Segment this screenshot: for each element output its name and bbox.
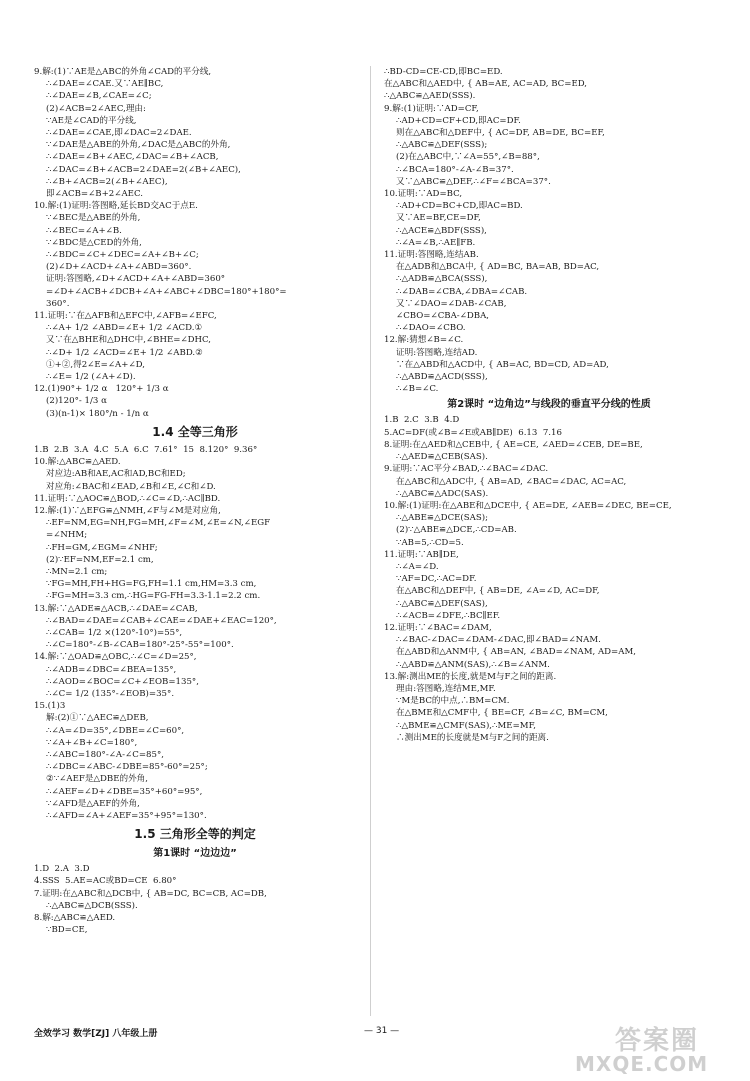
answer-line: ∴测出ME的长度就是M与F之间的距离.	[396, 732, 549, 743]
answer-line: ∴△AED≌△CEB(SAS).	[396, 452, 488, 463]
answer-line: ∴△BME≌△CMF(SAS),∴ME=MF,	[396, 720, 536, 731]
answer-line: 9.解:(1)∵AE是△ABC的外角∠CAD的平分线,	[34, 67, 212, 77]
answer-line: ∴△ABC≌△AED(SSS).	[384, 91, 476, 102]
watermark-logo	[575, 1018, 735, 1076]
answer-line: ∵∠A+∠B+∠C=180°,	[46, 737, 138, 748]
lesson-heading: 第2课时 “边角边”与线段的垂直平分线的性质	[447, 399, 651, 411]
section-heading: 1.5 三角形全等的判定	[134, 827, 256, 842]
book-title: 全效学习 数学[ZJ] 八年级上册	[34, 1029, 158, 1039]
answer-line: ∴FH=GM,∠EGM=∠NHF;	[46, 542, 158, 553]
answer-line: ∴∠DBC=∠ABC-∠DBE=85°-60°=25°;	[46, 762, 208, 773]
answer-line: ∴∠A=∠D=35°,∠DBE=∠C=60°,	[46, 725, 185, 736]
answer-line: ∴∠AOD=∠BOC=∠C+∠EOB=135°,	[46, 676, 199, 687]
answer-line: ∴△ABC≌△DEF(SSS);	[396, 140, 488, 151]
answer-line: 证明:答图略,连结AD.	[396, 347, 478, 358]
answer-line: ∴∠A=∠D.	[396, 561, 439, 572]
answer-line: (2)120°- 1/3 α	[46, 396, 107, 407]
watermark-title: 答案圈	[615, 1026, 700, 1056]
answer-line: 9.解:(1)证明:∵AD=CF,	[384, 103, 479, 114]
answer-line: ∴∠B=∠C.	[396, 384, 439, 395]
answer-line: 1.B 2.B 3.A 4.C 5.A 6.C 7.61° 15 8.120° 9.36°	[34, 444, 258, 455]
answer-line: ∵∠BDC是△CED的外角,	[46, 237, 142, 248]
answer-line: ∵AB=5,∴CD=5.	[396, 537, 464, 548]
answer-line: 9.证明:∵AC平分∠BAD,∴∠BAC=∠DAC.	[384, 464, 549, 475]
answer-line: ∴∠CAB= 1/2 ×(120°-10°)=55°,	[46, 627, 183, 638]
answer-line: ∴FG=MH=3.3 cm,∴HG=FG-FH=3.3-1.1=2.2 cm.	[46, 591, 261, 602]
answer-line: ∵∠AFD是△AEF的外角,	[46, 798, 140, 809]
answer-line: ∴∠BAD=∠DAE=∠CAB+∠CAE=∠DAE+∠EAC=120°,	[46, 615, 277, 626]
answer-line: 12.解:猜想∠B=∠C.	[384, 335, 464, 346]
answer-line: 4.SSS 5.AE=AC或BD=CE 6.80°	[34, 876, 177, 887]
answer-line: ∴AD+CD=CF+CD,即AC=DF.	[396, 115, 521, 126]
answer-line: ∴∠AFD=∠A+∠AEF=35°+95°=130°.	[46, 810, 207, 821]
answer-line: 12.(1)90°+ 1/2 α 120°+ 1/3 α	[34, 384, 169, 395]
right-column	[384, 66, 714, 744]
answer-line: 理由:答图略,连结ME,MF.	[396, 683, 496, 694]
answer-line: 11.证明:答图略,连结AB.	[384, 250, 479, 261]
answer-line: ②∵∠AEF是△DBE的外角,	[46, 774, 149, 785]
answer-line: 8.证明:在△AED和△CEB中, { AE=CE, ∠AED=∠CEB, DE=BE,	[384, 439, 643, 450]
answer-line: 对应角:∠BAC和∠EAD,∠B和∠E,∠C和∠D.	[46, 481, 216, 492]
answer-line: ∴∠E= 1/2 (∠A+∠D).	[46, 372, 136, 383]
answer-line: 15.(1)3	[34, 701, 66, 712]
answer-line: 1.D 2.A 3.D	[34, 864, 90, 875]
answer-line: ∴△ABD≌△ACD(SSS),	[396, 372, 488, 383]
answer-line: ∴∠DAE=∠B+∠AEC,∠DAC=∠B+∠ACB,	[46, 152, 219, 163]
answer-line: 11.证明:∵△AOC≌△BOD,∴∠C=∠D,∴AC∥BD.	[34, 493, 221, 504]
lesson-heading: 第1课时 “边边边”	[153, 848, 237, 860]
answer-line: (2)∠D+∠ACD+∠A+∠ABD=360°.	[46, 262, 192, 273]
answer-line: ∴∠BCA=180°-∠A-∠B=37°.	[396, 164, 514, 175]
answer-line: 在△ABD和△ANM中, { AB=AN, ∠BAD=∠NAM, AD=AM,	[396, 647, 636, 658]
answer-line: ∵M是BC的中点,∴BM=CM.	[396, 696, 510, 707]
answer-line: 在△ABC和△AED中, { AB=AE, AC=AD, BC=ED,	[384, 79, 588, 90]
answer-line: 又∵AE=BF,CE=DF,	[396, 213, 481, 224]
answer-line: ∴∠A=∠B,∴AE∥FB.	[396, 237, 476, 248]
answer-line: 则在△ABC和△DEF中, { AC=DF, AB=DE, BC=EF,	[396, 128, 605, 139]
answer-line: 又∵∠DAO=∠DAB-∠CAB,	[396, 298, 507, 309]
answer-line: 8.解:△ABC≌△AED.	[34, 913, 116, 923]
answer-line: ∴EF=NM,EG=NH,FG=MH,∠F=∠M,∠E=∠N,∠EGF	[46, 518, 271, 529]
answer-line: ∴∠DAC=∠B+∠ACB=2∠DAE=2(∠B+∠AEC),	[46, 164, 241, 175]
answer-line: 在△ABC和△DEF中, { AB=DE, ∠A=∠D, AC=DF,	[396, 586, 600, 597]
column-divider	[370, 66, 371, 1016]
answer-line: 又∵在△BHE和△DHC中,∠BHE=∠DHC,	[46, 335, 212, 346]
answer-line: ∴∠ACB=∠DFE,∴BC∥EF.	[396, 610, 501, 621]
answer-line: ∵FG=MH,FH+HG=FG,FH=1.1 cm,HM=3.3 cm,	[46, 579, 257, 590]
answer-line: 1.B 2.C 3.B 4.D	[384, 415, 460, 426]
answer-line: 在△ABC和△ADC中, { AB=AD, ∠BAC=∠DAC, AC=AC,	[396, 476, 627, 487]
answer-line: ∴△ADB≌△BCA(SSS),	[396, 274, 488, 285]
answer-line: 10.解:△ABC≌△AED.	[34, 457, 121, 468]
answer-line: ∴∠C=180°-∠B-∠CAB=180°-25°-55°=100°.	[46, 640, 234, 651]
answer-line: 10.解:(1)证明:在△ABE和△DCE中, { AE=DE, ∠AEB=∠DEC, BE=CE,	[384, 500, 672, 511]
answer-line: ∴∠C= 1/2 (135°-∠EOB)=35°.	[46, 688, 175, 699]
answer-line: ∴∠DAO=∠CBO.	[396, 323, 466, 334]
answer-line: ∴BD-CD=CE-CD,即BC=ED.	[384, 67, 503, 77]
answer-line: 12.解:(1)∵△EFG≌△NMH,∠F与∠M是对应角,	[34, 505, 221, 516]
answer-line: ∴∠AEF=∠D+∠DBE=35°+60°=95°,	[46, 786, 203, 797]
answer-line: (3)(n-1)× 180°/n - 1/n α	[46, 408, 149, 419]
answer-line: ∵AE是∠CAD的平分线,	[46, 115, 137, 126]
answer-line: 证明:答图略,∠D+∠ACD+∠A+∠ABD=360°	[46, 274, 226, 285]
answer-line: ∴∠A+ 1/2 ∠ABD=∠E+ 1/2 ∠ACD.①	[46, 323, 203, 334]
answer-line: 又∵△ABC≌△DEF,∴∠F=∠BCA=37°.	[396, 176, 551, 187]
answer-line: ∵∠BEC是△ABE的外角,	[46, 213, 141, 224]
answer-line: ∴△ACE≌△BDF(SSS),	[396, 225, 487, 236]
answer-line: ∴AD+CD=BC+CD,即AC=BD.	[396, 201, 523, 212]
answer-line: (2)∵EF=NM,EF=2.1 cm,	[46, 554, 154, 565]
left-column	[34, 66, 356, 936]
answer-line: 在△ADB和△BCA中, { AD=BC, BA=AB, BD=AC,	[396, 262, 600, 273]
answer-line: ∴∠BAC-∠DAC=∠DAM-∠DAC,即∠BAD=∠NAM.	[396, 635, 601, 646]
answer-line: ①+②,得2∠E=∠A+∠D,	[46, 359, 145, 370]
answer-line: ∴∠D+ 1/2 ∠ACD=∠E+ 1/2 ∠ABD.②	[46, 347, 203, 358]
answer-line: 即∠ACB=∠B+2∠AEC.	[46, 189, 143, 200]
answer-line: ∴△ABE≌△DCE(SAS);	[396, 513, 489, 524]
answer-line: 13.解:测出ME的长度,就是M与F之间的距离.	[384, 671, 557, 682]
answer-line: =∠NHM;	[46, 530, 88, 541]
answer-line: ∵AF=DC,∴AC=DF.	[396, 574, 477, 585]
answer-line: ∴∠B+∠ACB=2(∠B+∠AEC),	[46, 176, 168, 187]
answer-line: ∴△ABD≌△ANM(SAS),∴∠B=∠ANM.	[396, 659, 550, 670]
answer-line: ∴△ABC≌△DCB(SSS).	[46, 900, 138, 911]
answer-line: 11.证明:∵AB∥DE,	[384, 549, 459, 560]
answer-line: ∴∠DAE=∠CAE.又∵AE∥BC,	[46, 79, 164, 90]
answer-line: 解:(2)①∵△AEC≌△DEB,	[46, 713, 149, 724]
answer-line: ∴∠BDC=∠C+∠DEC=∠A+∠B+∠C;	[46, 250, 199, 261]
answer-line: ∵∠DAE是△ABE的外角,∠DAC是△ABC的外角,	[46, 140, 231, 151]
answer-line: 7.证明:在△ABC和△DCB中, { AB=DC, BC=CB, AC=DB,	[34, 888, 267, 899]
answer-line: ∠CBO=∠CBA-∠DBA,	[396, 311, 490, 322]
answer-line: 5.AC=DF(或∠B=∠E或AB∥DE) 6.13 7.16	[384, 427, 562, 438]
answer-line: 10.证明:∵AD=BC,	[384, 189, 463, 200]
answer-line: 14.解:∵△OAD≌△OBC,∴∠C=∠D=25°,	[34, 652, 197, 663]
answer-line: ∴MN=2.1 cm;	[46, 566, 108, 577]
answer-line: ∵在△ABD和△ACD中, { AB=AC, BD=CD, AD=AD,	[396, 359, 609, 370]
answer-line: ∴∠DAE=∠CAE,即∠DAC=2∠DAE.	[46, 128, 192, 139]
answer-line: (2)∠ACB=2∠AEC,理由:	[46, 103, 146, 114]
answer-line: 13.解:∵△ADE≌△ACB,∴∠DAE=∠CAB,	[34, 603, 198, 614]
answer-line: 对应边:AB和AE,AC和AD,BC和ED;	[46, 469, 186, 480]
answer-line: (2)在△ABC中,∵∠A=55°,∠B=88°,	[396, 152, 540, 163]
answer-line: ∴△ABC≌△ADC(SAS).	[396, 488, 489, 499]
answer-line: 在△BME和△CMF中, { BE=CF, ∠B=∠C, BM=CM,	[396, 708, 608, 719]
answer-line: 10.解:(1)证明:答图略,延长BD交AC于点E.	[34, 201, 198, 212]
watermark-url: MXQE.COM	[575, 1052, 709, 1076]
page-number: — 31 —	[364, 1026, 400, 1036]
answer-line: ∴∠BEC=∠A+∠B.	[46, 225, 122, 236]
answer-line: (2)∵△ABE≌△DCE,∴CD=AB.	[396, 525, 517, 536]
answer-line: ∴∠ADB=∠DBC=∠BEA=135°,	[46, 664, 177, 675]
answer-line: ∴∠DAE=∠B,∠CAE=∠C;	[46, 91, 152, 102]
answer-line: ∴△ABC≌△DEF(SAS),	[396, 598, 488, 609]
answer-line: ∵BD=CE,	[46, 925, 88, 936]
answer-line: 11.证明:∵在△AFB和△EFC中,∠AFB=∠EFC,	[34, 311, 217, 322]
section-heading: 1.4 全等三角形	[152, 424, 238, 439]
answer-line: ∴∠DAB=∠CBA,∠DBA=∠CAB.	[396, 286, 528, 297]
answer-line: =∠D+∠ACB+∠DCB+∠A+∠ABC+∠DBC=180°+180°=	[46, 286, 287, 297]
answer-line: 12.证明:∵∠BAC=∠DAM,	[384, 622, 492, 633]
answer-line: 360°.	[46, 298, 70, 309]
answer-line: ∴∠ABC=180°-∠A-∠C=85°,	[46, 749, 164, 760]
